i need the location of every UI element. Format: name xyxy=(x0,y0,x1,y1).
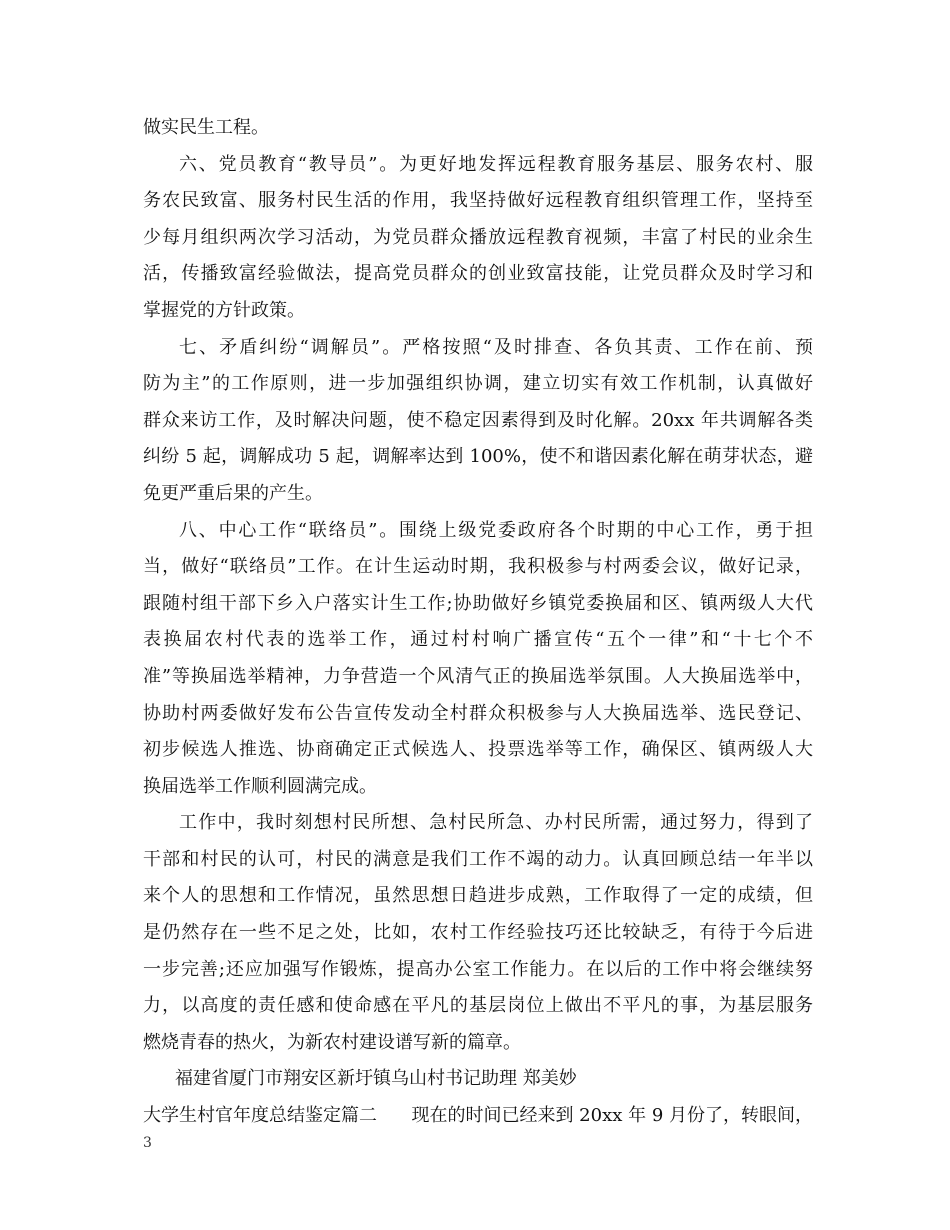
text-line: 燃烧青春的热火，为新农村建设谱写新的篇章。 xyxy=(143,1031,521,1053)
text-line: 六、党员教育“教导员”。为更好地发挥远程教育服务基层、服务农村、服 xyxy=(179,153,813,175)
text-line: 八、中心工作“联络员”。围绕上级党委政府各个时期的中心工作，勇于担 xyxy=(179,519,813,541)
text-line: 协助村两委做好发布公告宣传发动全村群众积极参与人大换届选举、选民登记、 xyxy=(143,702,813,724)
signature-line: 福建省厦门市翔安区新圩镇乌山村书记助理 郑美妙 xyxy=(175,1068,577,1090)
text-line: 一步完善;还应加强写作锻炼，提高办公室工作能力。在以后的工作中将会继续努 xyxy=(143,958,813,980)
text-line: 七、矛盾纠纷“调解员”。严格按照“及时排查、各负其责、工作在前、预 xyxy=(179,336,813,358)
document-body xyxy=(143,110,813,1135)
text-line: 干部和村民的认可，村民的满意是我们工作不竭的动力。认真回顾总结一年半以 xyxy=(143,848,813,870)
section-opening-text: 现在的时间已经来到 20xx 年 9 月份了，转眼间， xyxy=(411,1105,813,1127)
text-line: 初步候选人推选、协商确定正式候选人、投票选举等工作，确保区、镇两级人大 xyxy=(143,739,813,761)
text-line: 务农民致富、服务村民生活的作用，我坚持做好远程教育组织管理工作，坚持至 xyxy=(143,190,813,212)
text-line: 表换届农村代表的选举工作，通过村村响广播宣传“五个一律”和“十七个不 xyxy=(143,629,813,651)
text-line: 免更严重后果的产生。 xyxy=(143,482,323,504)
text-line: 跟随村组干部下乡入户落实计生工作;协助做好乡镇党委换届和区、镇两级人大代 xyxy=(143,592,813,614)
text-line: 当，做好“联络员”工作。在计生运动时期，我积极参与村两委会议，做好记录， xyxy=(143,556,813,578)
text-line: 工作中，我时刻想村民所想、急村民所急、办村民所需，通过努力，得到了 xyxy=(179,812,813,834)
page-number: 3 xyxy=(143,1135,152,1151)
text-line: 防为主”的工作原则，进一步加强组织协调，建立切实有效工作机制，认真做好 xyxy=(143,373,813,395)
section-heading-line xyxy=(143,1098,813,1135)
text-line: 活，传播致富经验做法，提高党员群众的创业致富技能，让党员群众及时学习和 xyxy=(143,263,813,285)
text-line: 做实民生工程。 xyxy=(143,117,269,138)
text-line: 准”等换届选举精神，力争营造一个风清气正的换届选举氛围。人大换届选举中， xyxy=(143,665,813,687)
text-line: 来个人的思想和工作情况，虽然思想日趋进步成熟，工作取得了一定的成绩，但 xyxy=(143,885,813,907)
text-line: 是仍然存在一些不足之处，比如，农村工作经验技巧还比较缺乏，有待于今后进 xyxy=(143,922,813,944)
text-line: 群众来访工作，及时解决问题，使不稳定因素得到及时化解。20xx 年共调解各类 xyxy=(143,409,813,431)
section-title: 大学生村官年度总结鉴定篇二 xyxy=(143,1105,377,1127)
text-line: 少每月组织两次学习活动，为党员群众播放远程教育视频，丰富了村民的业余生 xyxy=(143,226,813,248)
text-line: 掌握党的方针政策。 xyxy=(143,299,305,321)
text-line: 力，以高度的责任感和使命感在平凡的基层岗位上做出不平凡的事，为基层服务 xyxy=(143,995,813,1017)
text-line: 纠纷 5 起，调解成功 5 起，调解率达到 100%，使不和谐因素化解在萌芽状态，避 xyxy=(143,446,813,468)
text-line: 换届选举工作顺利圆满完成。 xyxy=(143,775,377,797)
